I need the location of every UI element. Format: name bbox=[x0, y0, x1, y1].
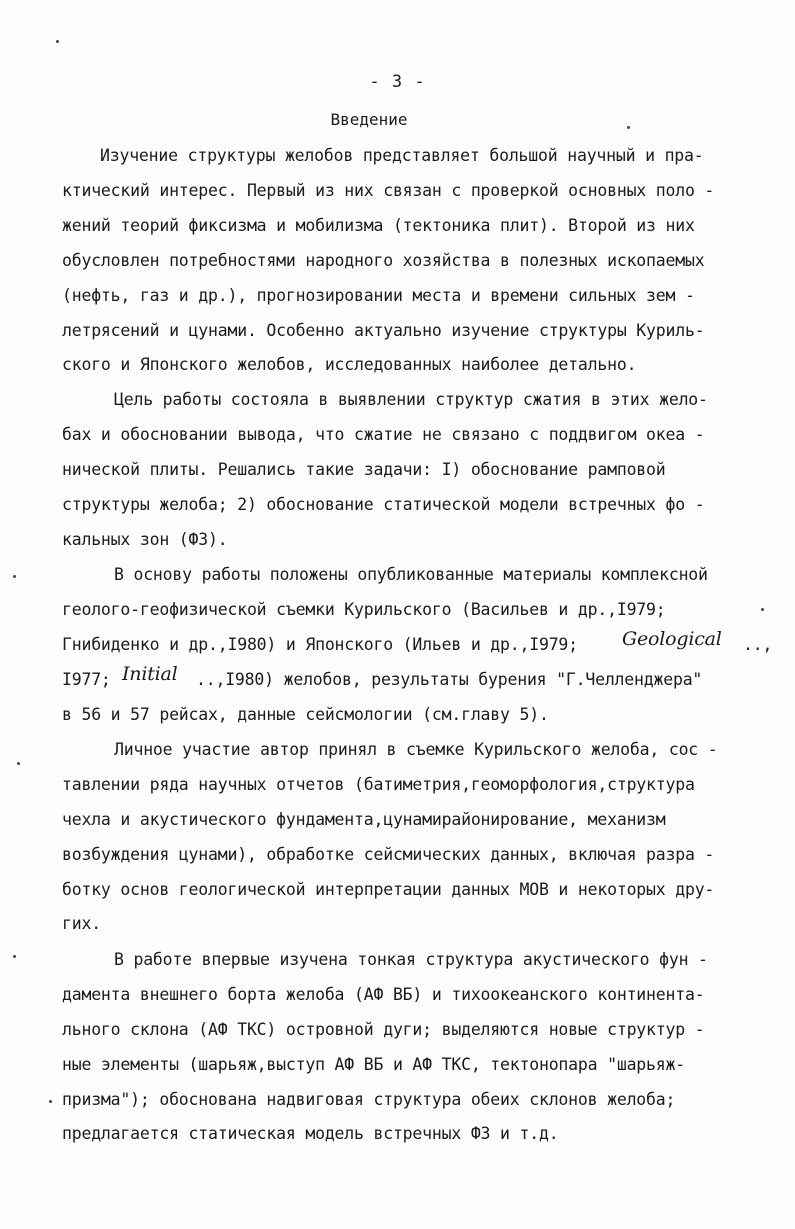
text-line: ктический интерес. Первый из них связан с проверкой основных поло - bbox=[62, 181, 715, 200]
text-line: ..,I980) желобов, результаты бурения "Г.Челленджера" bbox=[196, 670, 703, 689]
page-number: - 3 - bbox=[369, 72, 426, 92]
text-line: дамента внешнего борта желоба (АФ ВБ) и тихоокеанского континента- bbox=[62, 985, 705, 1004]
scan-speck bbox=[13, 955, 16, 958]
text-line: льного склона (АФ ТКС) островной дуги; выделяются новые структур - bbox=[62, 1020, 705, 1039]
scan-speck bbox=[56, 40, 59, 43]
text-line: возбуждения цунами), обработке сейсмических данных, включая разра - bbox=[62, 845, 715, 864]
scan-speck bbox=[761, 608, 764, 611]
handwritten-geological: Geological bbox=[622, 628, 722, 650]
text-line: Цель работы состояла в выявлении структур сжатия в этих жело- bbox=[114, 390, 708, 409]
text-line: (нефть, газ и др.), прогнозировании места и времени сильных зем - bbox=[62, 286, 695, 305]
text-line: Гнибиденко и др.,I980) и Японского (Ильев и др.,I979; bbox=[62, 635, 578, 654]
text-line: гих. bbox=[62, 914, 101, 933]
text-line: в 56 и 57 рейсах, данные сейсмологии (см.главу 5). bbox=[62, 705, 549, 724]
text-line: геолого-геофизической съемки Курильского (Васильев и др.,I979; bbox=[62, 600, 666, 619]
text-line: Личное участие автор принял в съемке Курильского желоба, сос - bbox=[114, 740, 718, 759]
text-line: тавлении ряда научных отчетов (батиметрия,геоморфология,структура bbox=[62, 775, 695, 794]
scan-speck bbox=[17, 762, 20, 765]
text-line: I977; bbox=[62, 670, 111, 689]
scan-speck bbox=[627, 126, 630, 129]
text-line: структуры желоба; 2) обоснование статической модели встречных фо - bbox=[62, 495, 705, 514]
handwritten-initial: Initial bbox=[122, 663, 178, 685]
text-line: ботку основ геологической интерпретации данных МОВ и некоторых дру- bbox=[62, 880, 715, 899]
text-line: В работе впервые изучена тонкая структура акустического фун - bbox=[114, 950, 708, 969]
scan-speck bbox=[49, 1100, 52, 1103]
text-line: кальных зон (ФЗ). bbox=[62, 530, 228, 549]
text-line: бах и обосновании вывода, что сжатие не связано с поддвигом океа - bbox=[62, 425, 705, 444]
text-line: обусловлен потребностями народного хозяйства в полезных ископаемых bbox=[62, 251, 705, 270]
text-line: Изучение структуры желобов представляет большой научный и пра- bbox=[100, 146, 704, 165]
section-heading: Введение bbox=[330, 110, 408, 129]
text-line: предлагается статическая модель встречных ФЗ и т.д. bbox=[62, 1124, 559, 1143]
text-line: нической плиты. Решались такие задачи: I) обоснование рамповой bbox=[62, 460, 666, 479]
text-line: чехла и акустического фундамента,цунамирайонирование, механизм bbox=[62, 810, 666, 829]
text-line: ные элементы (шарьяж,выступ АФ ВБ и АФ ТКС, тектонопара "шарьяж- bbox=[62, 1055, 685, 1074]
text-line: жений теорий фиксизма и мобилизма (тектоника плит). Второй из них bbox=[62, 216, 695, 235]
text-line: летрясений и цунами. Особенно актуально изучение структуры Куриль- bbox=[62, 321, 705, 340]
text-line: .., bbox=[743, 635, 773, 654]
text-line: ского и Японского желобов, исследованных наиболее детально. bbox=[62, 355, 637, 374]
scan-speck bbox=[13, 575, 16, 578]
text-line: призма"); обоснована надвиговая структура обеих склонов желоба; bbox=[62, 1090, 676, 1109]
text-line: В основу работы положены опубликованные материалы комплексной bbox=[114, 565, 708, 584]
